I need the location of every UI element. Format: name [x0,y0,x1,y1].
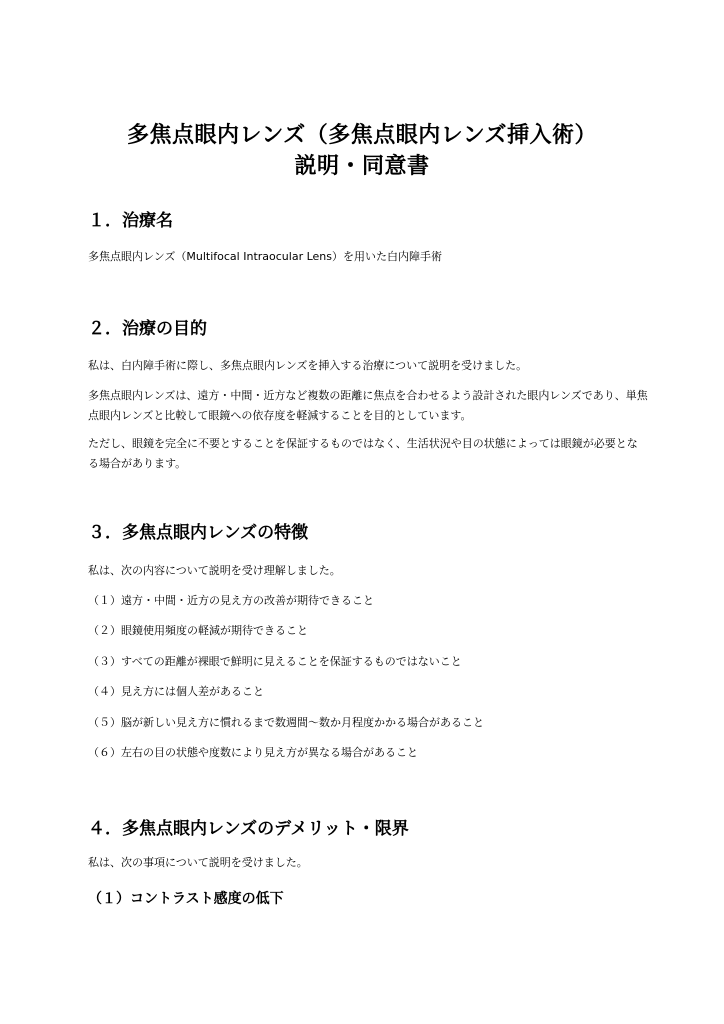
document-subtitle: 説明・同意書 [294,154,430,179]
document-title: 多焦点眼内レンズ（多焦点眼内レンズ挿入術） [126,123,598,148]
section-2-paragraph: ただし、眼鏡を完全に不要とすることを保証するものではなく、生活状況や目の状態によっては眼鏡が必要となる場合があります。 [88,437,638,470]
section-4-subheading: （１）コントラスト感度の低下 [88,891,284,907]
section-4-heading: ４．多焦点眼内レンズのデメリット・限界 [88,819,409,839]
list-item: （１）遠方・中間・近方の見え方の改善が期待できること [88,594,374,607]
section-2-heading: ２．治療の目的 [88,319,207,339]
list-item: （５）脳が新しい見え方に慣れるまで数週間～数か月程度かかる場合があること [88,716,484,729]
section-2-paragraph: 私は、白内障手術に際し、多焦点眼内レンズを挿入する治療について説明を受けました。 [88,359,528,372]
section-3-intro: 私は、次の内容について説明を受け理解しました。 [88,564,341,577]
section-4-intro: 私は、次の事項について説明を受けました。 [88,856,308,869]
section-1-text: 多焦点眼内レンズ（Multifocal Intraocular Lens）を用いた白内障手術 [88,250,442,263]
list-item: （３）すべての距離が裸眼で鮮明に見えることを保証するものではないこと [88,655,462,668]
list-item: （２）眼鏡使用頻度の軽減が期待できること [88,624,308,637]
section-3-heading: ３．多焦点眼内レンズの特徴 [88,523,309,543]
list-item: （４）見え方には個人差があること [88,685,264,698]
section-2-paragraph: 多焦点眼内レンズは、遠方・中間・近方など複数の距離に焦点を合わせるよう設計された眼内レンズであり、単焦点眼内レンズと比較して眼鏡への依存度を軽減することを目的としています。 [88,389,648,422]
section-1-heading: １．治療名 [88,211,173,231]
list-item: （６）左右の目の状態や度数により見え方が異なる場合があること [88,746,418,759]
